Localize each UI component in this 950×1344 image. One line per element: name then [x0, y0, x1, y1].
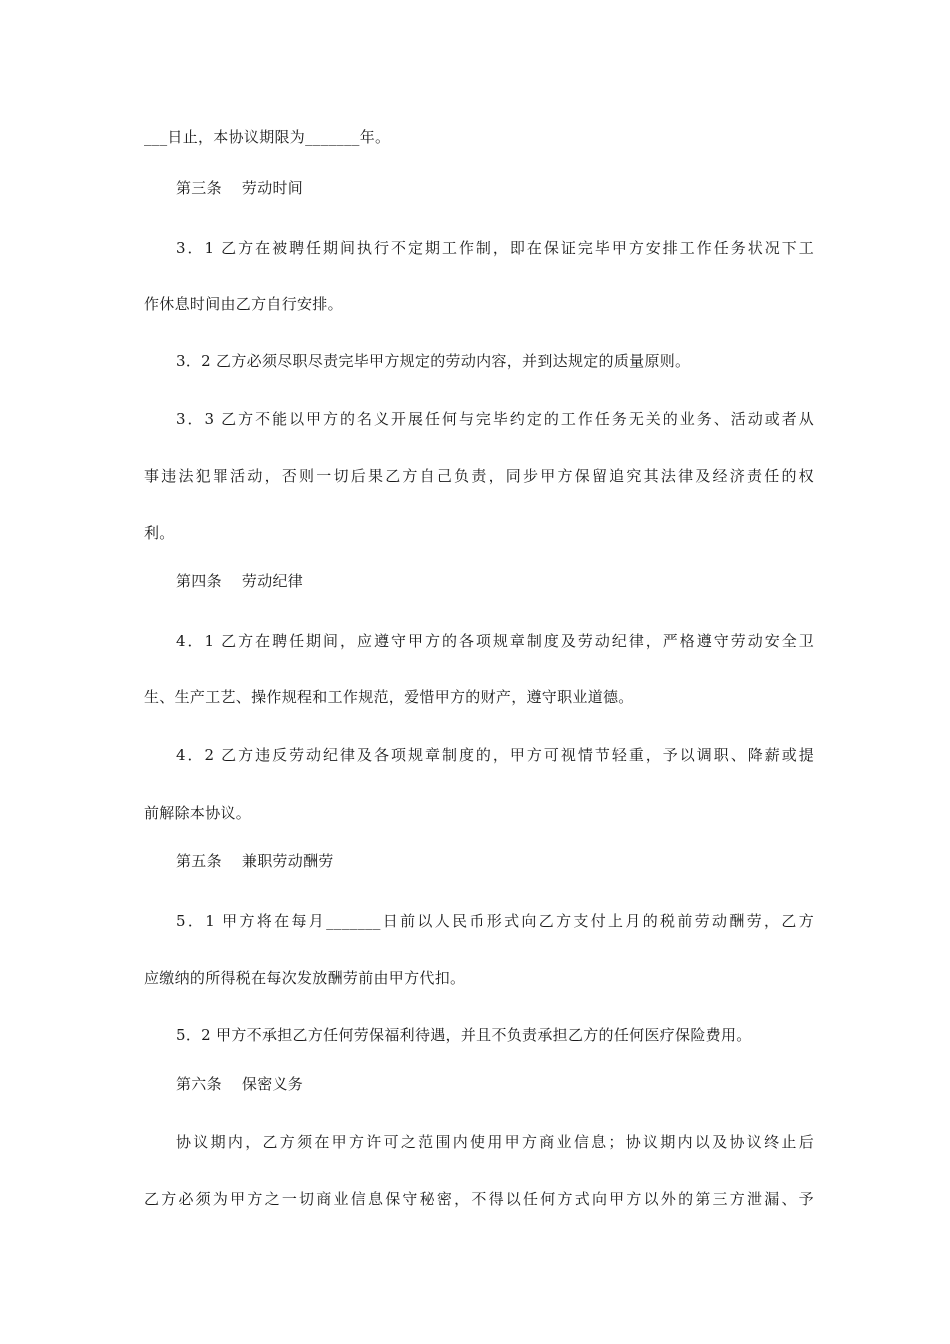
- section-heading-6: [176, 1073, 814, 1095]
- paragraph-line: 3．3 乙方不能以甲方的名义开展任何与完毕约定的工作任务无关的业务、活动或者从: [176, 410, 814, 428]
- paragraph-line: 前解除本协议。: [144, 804, 252, 822]
- paragraph-line: 应缴纳的所得税在每次发放酬劳前由甲方代扣。: [144, 969, 466, 987]
- paragraph-line: 乙方必须为甲方之一切商业信息保守秘密，不得以任何方式向甲方以外的第三方泄漏、予: [144, 1190, 814, 1208]
- section-title: 保密义务: [241, 1075, 304, 1093]
- paragraph-line: 5．2 甲方不承担乙方任何劳保福利待遇，并且不负责承担乙方的任何医疗保险费用。: [176, 1026, 752, 1044]
- paragraph-line: 5．1 甲方将在每月_______日前以人民币形式向乙方支付上月的税前劳动酬劳，乙方: [176, 912, 814, 930]
- section-number: 第四条: [176, 572, 222, 590]
- paragraph-line: 4．2 乙方违反劳动纪律及各项规章制度的，甲方可视情节轻重，予以调职、降薪或提: [176, 746, 814, 764]
- paragraph-line: 作休息时间由乙方自行安排。: [144, 295, 343, 313]
- section-number: 第六条: [176, 1075, 222, 1093]
- section-heading-5: [176, 850, 814, 872]
- paragraph-line: 协议期内，乙方须在甲方许可之范围内使用甲方商业信息；协议期内以及协议终止后: [176, 1133, 814, 1151]
- paragraph-line: 3．2 乙方必须尽职尽责完毕甲方规定的劳动内容，并到达规定的质量原则。: [176, 352, 691, 370]
- paragraph-line: 利。: [144, 524, 175, 542]
- paragraph-line: 3．1 乙方在被聘任期间执行不定期工作制，即在保证完毕甲方安排工作任务状况下工: [176, 239, 814, 257]
- paragraph-line: 4．1 乙方在聘任期间，应遵守甲方的各项规章制度及劳动纪律，严格遵守劳动安全卫: [176, 632, 814, 650]
- paragraph-line: 生、生产工艺、操作规程和工作规范，爱惜甲方的财产，遵守职业道德。: [144, 688, 634, 706]
- section-title: 劳动时间: [241, 179, 304, 197]
- section-title: 兼职劳动酬劳: [241, 852, 334, 870]
- section-number: 第五条: [176, 852, 222, 870]
- section-number: 第三条: [176, 179, 222, 197]
- paragraph-line: 事违法犯罪活动，否则一切后果乙方自己负责，同步甲方保留追究其法律及经济责任的权: [144, 467, 814, 485]
- text-line: ___日止，本协议期限为_______年。: [144, 128, 391, 146]
- section-heading-3: [176, 177, 814, 199]
- section-heading-4: [176, 570, 814, 592]
- section-title: 劳动纪律: [241, 572, 304, 590]
